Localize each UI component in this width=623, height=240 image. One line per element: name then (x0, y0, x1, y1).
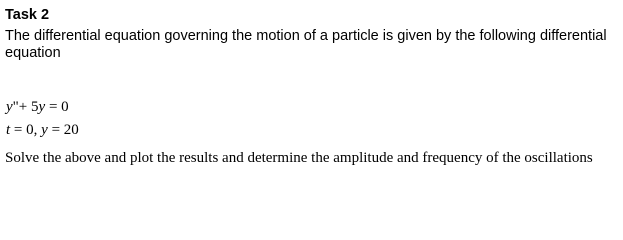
ic-y-value: 20 (63, 122, 79, 138)
eq-var-y2: y (38, 99, 46, 115)
eq-rhs: 0 (61, 99, 69, 115)
eq-coefficient: 5 (31, 99, 39, 115)
ic-var-y: y (41, 122, 48, 138)
eq-double-prime: " (12, 99, 19, 115)
initial-condition (6, 121, 79, 139)
differential-equation (6, 98, 69, 116)
task-intro-text: The differential equation governing the motion of a particle is given by the following differential equation (5, 28, 607, 61)
ic-t-value: 0 (26, 122, 34, 138)
ic-var-t: t (6, 122, 11, 138)
ic-equals-2: = (51, 122, 61, 138)
eq-equals: = (48, 99, 58, 115)
ic-equals-1: = (13, 122, 23, 138)
eq-var-y: y (6, 99, 13, 115)
task-instruction-text: Solve the above and plot the results and determine the amplitude and frequency of the oscillations (5, 150, 593, 166)
task-title: Task 2 (5, 7, 50, 23)
eq-plus: + (18, 99, 28, 115)
ic-comma: , (33, 122, 38, 138)
